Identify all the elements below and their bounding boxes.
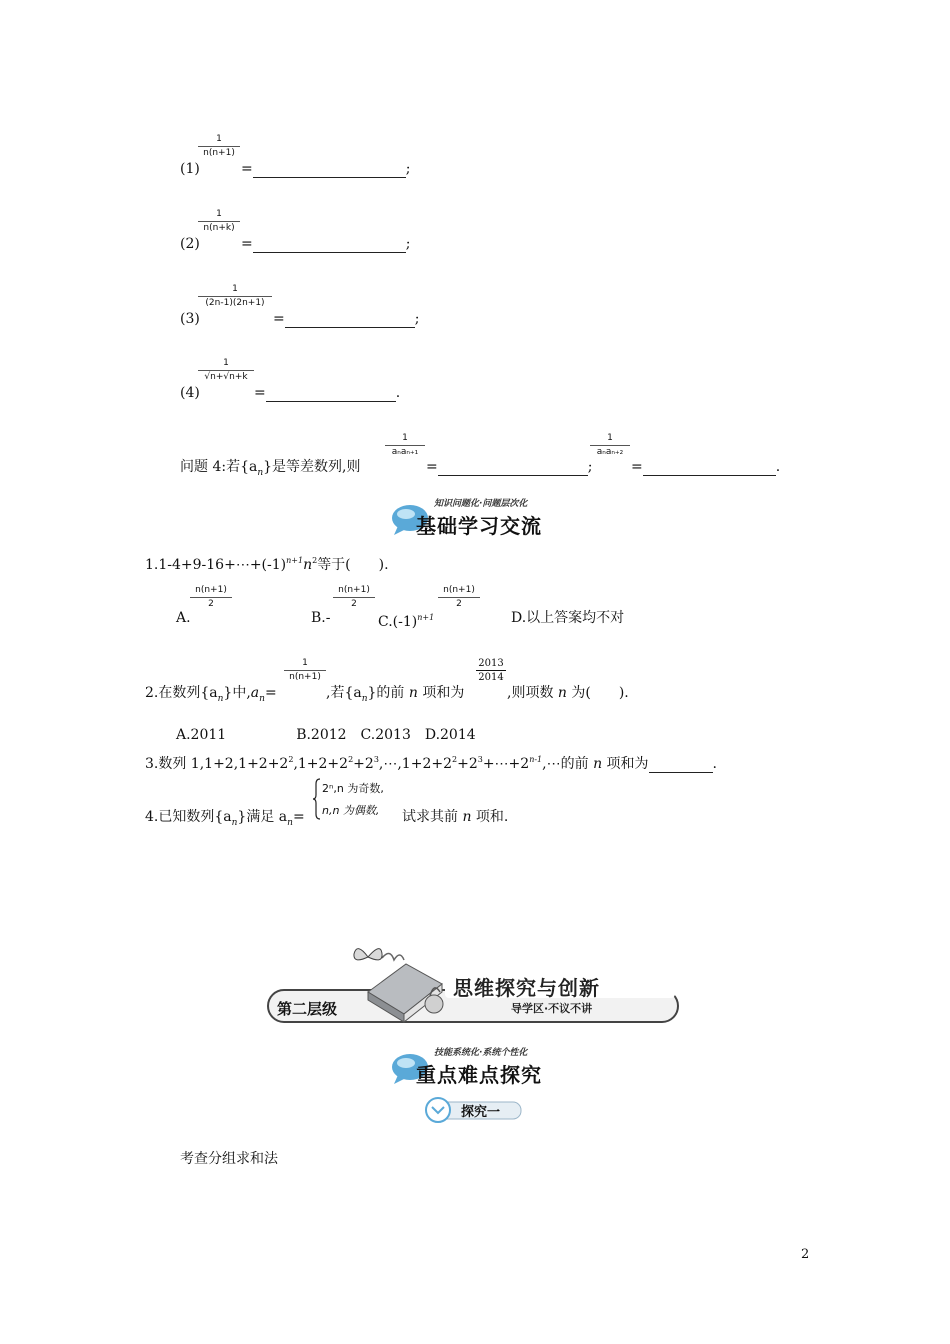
fraction-numerator: 1 bbox=[216, 134, 222, 144]
fraction bbox=[476, 658, 506, 683]
problem-text: 2.在数列{a bbox=[145, 685, 218, 701]
superscript: 2 bbox=[312, 556, 318, 565]
fraction-numerator: n(n+1) bbox=[195, 585, 227, 595]
problem-4 bbox=[145, 808, 305, 832]
banner-title: 重点难点探究 bbox=[416, 1063, 542, 1087]
fraction-numerator: 1 bbox=[607, 433, 613, 443]
fraction-numerator: 1 bbox=[223, 358, 229, 368]
option-c[interactable] bbox=[378, 609, 434, 631]
problem-text: }的前 bbox=[367, 685, 409, 701]
problem-text: ,1+2+2 bbox=[293, 756, 349, 772]
option-b[interactable] bbox=[311, 609, 330, 627]
question-text: 问题 4:若{a bbox=[180, 459, 258, 475]
equals-sign: = bbox=[426, 459, 438, 475]
problem-4-end bbox=[402, 808, 508, 826]
problem-text: 试求其前 bbox=[402, 809, 463, 825]
question-4-blank-1 bbox=[426, 458, 592, 476]
formula-1 bbox=[180, 160, 200, 178]
fraction bbox=[198, 358, 254, 383]
problem-text: 4.已知数列{a bbox=[145, 809, 232, 825]
fraction-denominator: aₙaₙ₊₁ bbox=[391, 447, 419, 457]
fraction bbox=[438, 585, 480, 610]
variable: n bbox=[557, 685, 567, 701]
problem-2 bbox=[145, 684, 277, 708]
fraction bbox=[190, 585, 232, 610]
fraction-numerator: 1 bbox=[302, 658, 308, 668]
layer-badge: 第二层级 bbox=[277, 1000, 338, 1018]
formula-2 bbox=[180, 235, 200, 253]
problem-2-continued bbox=[326, 684, 464, 708]
equals-sign: = bbox=[273, 311, 285, 327]
problem-2-options[interactable] bbox=[176, 726, 476, 744]
fraction-denominator: n(n+1) bbox=[289, 672, 321, 682]
section-banner-basic bbox=[390, 494, 570, 538]
punctuation: . bbox=[775, 459, 781, 475]
formula-4-answer bbox=[254, 384, 400, 402]
variable: n bbox=[462, 809, 472, 825]
layer-two-banner bbox=[265, 942, 685, 1028]
question-text: }是等差数列,则 bbox=[263, 459, 361, 475]
variable: a bbox=[250, 685, 260, 701]
punctuation: ; bbox=[405, 161, 411, 177]
punctuation: . bbox=[712, 756, 717, 772]
piecewise-case-odd: 2ⁿ,n 为奇数, bbox=[322, 782, 384, 795]
formula-2-answer bbox=[241, 235, 410, 253]
problem-text: ,⋯的前 bbox=[542, 756, 594, 772]
variable: n bbox=[593, 756, 603, 772]
punctuation: ; bbox=[414, 311, 420, 327]
fraction-bar bbox=[198, 146, 240, 147]
fraction bbox=[198, 134, 240, 159]
fraction-bar bbox=[198, 221, 240, 222]
fraction-bar bbox=[476, 670, 506, 671]
banner-subtitle: 技能系统化·系统个性化 bbox=[434, 1048, 528, 1058]
fraction-bar bbox=[190, 597, 232, 598]
fraction-bar bbox=[590, 445, 630, 446]
subscript: n bbox=[287, 817, 293, 828]
answer-blank[interactable] bbox=[438, 461, 588, 476]
superscript: n+1 bbox=[286, 556, 304, 565]
equals-sign: = bbox=[241, 236, 253, 252]
fraction bbox=[590, 433, 630, 458]
fraction-denominator: (2n-1)(2n+1) bbox=[205, 298, 265, 308]
answer-blank[interactable] bbox=[253, 163, 406, 178]
option-label: D.以上答案均不对 bbox=[511, 610, 625, 626]
variable: n bbox=[408, 685, 418, 701]
formula-1-answer bbox=[241, 160, 410, 178]
problem-text: 项和为 bbox=[417, 685, 465, 701]
superscript: 3 bbox=[373, 755, 379, 764]
subscript: n bbox=[257, 467, 264, 478]
problem-text: 3.数列 1,1+2,1+2+2 bbox=[145, 756, 289, 772]
equals-sign: = bbox=[631, 459, 643, 475]
subscript: n bbox=[361, 693, 368, 704]
answer-blank[interactable] bbox=[643, 461, 776, 476]
problem-text: ,则项数 bbox=[507, 685, 558, 701]
punctuation: ; bbox=[405, 236, 411, 252]
section-banner-key bbox=[390, 1043, 570, 1087]
fraction-numerator: n(n+1) bbox=[443, 585, 475, 595]
layer-title: 思维探究与创新 bbox=[453, 976, 600, 1000]
problem-text: 项和为 bbox=[602, 756, 649, 772]
equals-sign: = bbox=[264, 685, 277, 701]
fraction-bar bbox=[284, 670, 326, 671]
fraction-bar bbox=[438, 597, 480, 598]
subscript: n bbox=[217, 693, 224, 704]
layer-subtitle: 导学区·不议不讲 bbox=[511, 1002, 593, 1015]
superscript: 2 bbox=[348, 755, 354, 764]
answer-blank[interactable] bbox=[649, 758, 713, 773]
equals-sign: = bbox=[292, 809, 305, 825]
fraction-denominator: 2 bbox=[351, 599, 357, 609]
option-label: B.- bbox=[311, 610, 331, 626]
fraction bbox=[198, 209, 240, 234]
fraction-denominator: 2014 bbox=[478, 672, 504, 683]
problem-text: +2 bbox=[353, 756, 374, 772]
fraction-bar bbox=[198, 370, 254, 371]
problem-text: ,⋯,1+2+2 bbox=[378, 756, 452, 772]
piecewise-case-even: n,n 为偶数, bbox=[322, 804, 380, 817]
equals-sign: = bbox=[254, 385, 266, 401]
superscript: 2 bbox=[288, 755, 294, 764]
punctuation: ; bbox=[587, 459, 593, 475]
equals-sign: = bbox=[241, 161, 253, 177]
explore-label: 探究一 bbox=[461, 1105, 501, 1120]
fraction-denominator: n(n+1) bbox=[203, 148, 235, 158]
option-d[interactable] bbox=[511, 609, 624, 627]
fraction-bar bbox=[385, 445, 425, 446]
fraction bbox=[385, 433, 425, 458]
banner-title-first: 基 bbox=[416, 514, 437, 538]
superscript: n+1 bbox=[417, 613, 435, 622]
page-number: 2 bbox=[801, 1247, 810, 1262]
formula-label: (4) bbox=[180, 385, 200, 401]
banner-title bbox=[416, 510, 542, 539]
fraction bbox=[284, 658, 326, 683]
explore-tag bbox=[425, 1096, 525, 1124]
problem-2-end bbox=[507, 684, 629, 702]
option-a[interactable] bbox=[176, 609, 191, 627]
superscript: n-1 bbox=[529, 755, 543, 764]
subscript: n bbox=[259, 693, 265, 704]
formula-4 bbox=[180, 384, 200, 402]
fraction-denominator: aₙaₙ₊₂ bbox=[596, 447, 624, 457]
formula-3 bbox=[180, 310, 200, 328]
piecewise-definition bbox=[313, 778, 399, 820]
superscript: 2 bbox=[452, 755, 458, 764]
answer-blank[interactable] bbox=[266, 387, 396, 402]
fraction bbox=[333, 585, 375, 610]
punctuation: . bbox=[395, 385, 401, 401]
formula-label: (2) bbox=[180, 236, 200, 252]
problem-text: 等于( ). bbox=[317, 557, 389, 573]
problem-text: 1.1-4+9-16+⋯+(-1) bbox=[145, 557, 287, 573]
answer-blank[interactable] bbox=[285, 313, 415, 328]
option-label: C.(-1) bbox=[378, 614, 418, 630]
problem-text: 项和. bbox=[471, 809, 509, 825]
fraction-numerator: 1 bbox=[232, 284, 238, 294]
left-brace-icon bbox=[313, 778, 321, 820]
fraction bbox=[198, 284, 272, 309]
fraction-denominator: √n+√n+k bbox=[204, 372, 248, 382]
problem-3 bbox=[145, 751, 717, 773]
superscript: 3 bbox=[477, 755, 483, 764]
option-label: A. bbox=[176, 610, 191, 626]
butterfly-icon bbox=[351, 942, 385, 972]
variable: n bbox=[303, 557, 313, 573]
question-4-blank-2 bbox=[631, 458, 780, 476]
banner-subtitle: 知识问题化·问题层次化 bbox=[434, 499, 528, 509]
formula-label: (1) bbox=[180, 161, 200, 177]
fraction-denominator: 2 bbox=[456, 599, 462, 609]
banner-title-rest: 础学习交流 bbox=[437, 514, 542, 538]
subscript: n bbox=[231, 817, 238, 828]
answer-blank[interactable] bbox=[253, 238, 406, 253]
topic-text: 考查分组求和法 bbox=[180, 1151, 278, 1167]
problem-text: }满足 a bbox=[237, 809, 288, 825]
problem-text: +2 bbox=[457, 756, 478, 772]
fraction-bar bbox=[198, 296, 272, 297]
problem-text: ,若{a bbox=[326, 685, 362, 701]
question-4 bbox=[180, 458, 360, 482]
problem-text: }中, bbox=[223, 685, 251, 701]
fraction-denominator: n(n+k) bbox=[203, 223, 235, 233]
fraction-numerator: 1 bbox=[402, 433, 408, 443]
fraction-numerator: 2013 bbox=[478, 658, 504, 669]
fraction-numerator: n(n+1) bbox=[338, 585, 370, 595]
options-text: A.2011 B.2012 C.2013 D.2014 bbox=[176, 727, 476, 743]
fraction-denominator: 2 bbox=[208, 599, 214, 609]
problem-1 bbox=[145, 552, 389, 574]
problem-text: 为( ). bbox=[566, 685, 629, 701]
fraction-numerator: 1 bbox=[216, 209, 222, 219]
formula-3-answer bbox=[273, 310, 419, 328]
formula-label: (3) bbox=[180, 311, 200, 327]
problem-text: +⋯+2 bbox=[482, 756, 530, 772]
fraction-bar bbox=[333, 597, 375, 598]
